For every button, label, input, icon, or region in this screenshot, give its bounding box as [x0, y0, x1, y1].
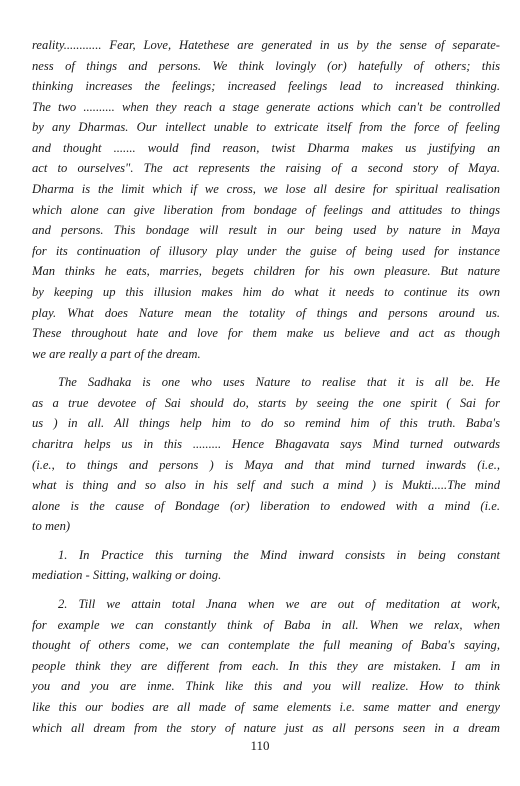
text-line: for example we can constantly think of Baba in all. When we relax, when: [32, 617, 500, 632]
text-line: us ) in all. All things help him to do so remind him of this truth. Baba's: [32, 416, 500, 431]
text-line: thought of others come, we can contemplate the full meaning of Baba's saying,: [32, 638, 500, 653]
text-line: charitra helps us in this ......... Hence Bhagavata says Mind turned outwards: [32, 436, 500, 451]
text-line: reality............ Fear, Love, Hatethese are generated in us by the sense of separate-: [32, 38, 500, 52]
paragraph: [32, 545, 500, 586]
paragraph: [32, 594, 500, 738]
text-line: The two .......... when they reach a stage generate actions which can't be controlled: [32, 99, 500, 114]
text-line: The Sadhaka is one who uses Nature to realise that it is all be. He: [58, 375, 500, 390]
text-line: and persons. This bondage will result in our being used by nature in Maya: [32, 223, 500, 238]
text-line: Man thinks he eats, marries, begets children for his own pleasure. But nature: [32, 264, 500, 279]
text-line: thinking increases the feelings; increased feelings lead to increased thinking.: [32, 79, 500, 94]
text-line: like this our bodies are all made of same elements i.e. same matter and energy: [32, 699, 500, 714]
text-line: people think they are different from each. In this they are mistaken. I am in: [32, 658, 500, 673]
text-line: as a true devotee of Sai should do, starts by seeing the one spirit ( Sai for: [32, 395, 500, 410]
text-line: mediation - Sitting, walking or doing.: [32, 568, 222, 583]
page-number: 110: [250, 738, 270, 753]
text-line: play. What does Nature mean the totality of things and persons around us.: [32, 305, 500, 320]
text-line: by any Dharmas. Our intellect unable to extricate itself from the force of feeling: [32, 120, 500, 135]
page-text: [32, 35, 500, 738]
text-line: which alone can give liberation from bondage of feelings and attitudes to things: [32, 202, 500, 217]
text-line: These throughout hate and love for them make us believe and act as though: [32, 326, 500, 341]
text-line: alone is the cause of Bondage (or) liberation to endowed with a mind (i.e.: [32, 498, 500, 513]
text-line: (i.e., to things and persons ) is Maya and that mind turned inwards (i.e.,: [32, 457, 500, 472]
text-line: act to ourselves". The act represents the raising of a second story of Maya.: [32, 161, 500, 176]
text-line: we are really a part of the dream.: [32, 346, 201, 361]
paragraph: [32, 35, 500, 364]
text-line: 1. In Practice this turning the Mind inward consists in being constant: [58, 547, 500, 562]
text-line: by keeping up this illusion makes him do what it needs to continue its own: [32, 284, 500, 299]
text-line: 2. Till we attain total Jnana when we are out of meditation at work,: [58, 597, 500, 612]
text-line: and thought ....... would find reason, twist Dharma makes us justifying an: [32, 140, 500, 155]
text-line: ness of things and persons. We think lovingly (or) hatefully of others; this: [32, 58, 500, 73]
text-line: you and you are inme. Think like this and you will realize. How to think: [32, 679, 500, 694]
text-line: which all dream from the story of nature just as all persons seen in a dream: [32, 720, 500, 735]
text-line: Dharma is the limit which if we cross, we lose all desire for spiritual realisation: [32, 182, 500, 197]
text-line: to men): [32, 519, 71, 534]
text-line: for its continuation of illusory play under the guise of being used for instance: [32, 243, 500, 258]
text-line: what is thing and so also in his self and such a mind ) is Mukti.....The mind: [32, 478, 500, 493]
paragraph: [32, 372, 500, 537]
